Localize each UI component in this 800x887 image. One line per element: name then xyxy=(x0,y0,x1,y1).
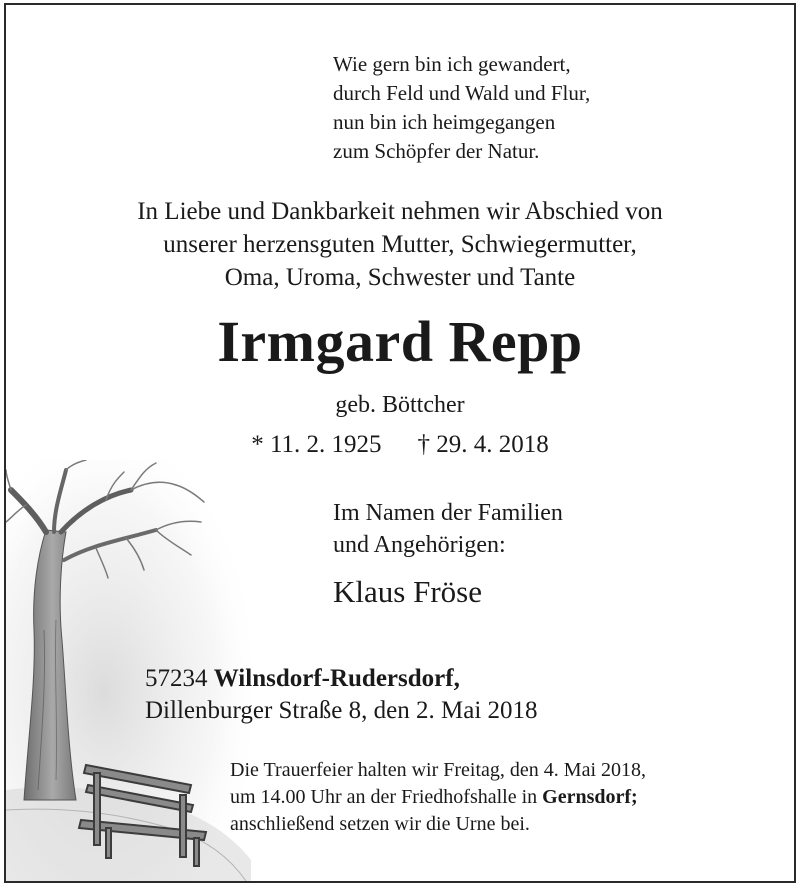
poem-line: durch Feld und Wald und Flur, xyxy=(333,81,591,105)
funeral-service-info xyxy=(230,757,646,838)
life-dates xyxy=(0,428,800,462)
street-and-date: Dillenburger Straße 8, den 2. Mai 2018 xyxy=(145,697,538,724)
town: Wilnsdorf-Rudersdorf, xyxy=(213,665,460,692)
poem xyxy=(333,50,590,166)
family-line: und Angehörigen: xyxy=(333,532,506,558)
deceased-name: Irmgard Repp xyxy=(217,309,583,374)
intro-text xyxy=(0,195,800,294)
poem-line: zum Schöpfer der Natur. xyxy=(333,139,540,163)
service-line: Die Trauerfeier halten wir Freitag, den 4. Mai 2018, xyxy=(230,759,647,781)
postal-code: 57234 xyxy=(145,665,208,692)
address-town-line xyxy=(145,663,538,695)
poem-line: nun bin ich heimgegangen xyxy=(333,110,556,134)
poem-line: Wie gern bin ich gewandert, xyxy=(333,52,571,76)
signer-name: Klaus Fröse xyxy=(333,574,482,609)
intro-line: In Liebe und Dankbarkeit nehmen wir Abschied von xyxy=(137,198,663,225)
service-line: anschließend setzen wir die Urne bei. xyxy=(230,813,530,835)
intro-line: Oma, Uroma, Schwester und Tante xyxy=(224,264,576,291)
birth-date: * 11. 2. 1925 xyxy=(251,431,382,458)
death-date: † 29. 4. 2018 xyxy=(417,431,549,458)
family-line: Im Namen der Familien xyxy=(333,500,563,526)
service-line-prefix: um 14.00 Uhr an der Friedhofshalle in xyxy=(230,786,538,808)
birth-name: geb. Böttcher xyxy=(335,392,465,418)
address-block xyxy=(145,663,538,727)
service-line xyxy=(230,784,646,811)
intro-line: unserer herzensguten Mutter, Schwiegermutter, xyxy=(163,231,637,258)
service-place: Gernsdorf; xyxy=(542,786,638,808)
family-signature xyxy=(333,497,563,561)
